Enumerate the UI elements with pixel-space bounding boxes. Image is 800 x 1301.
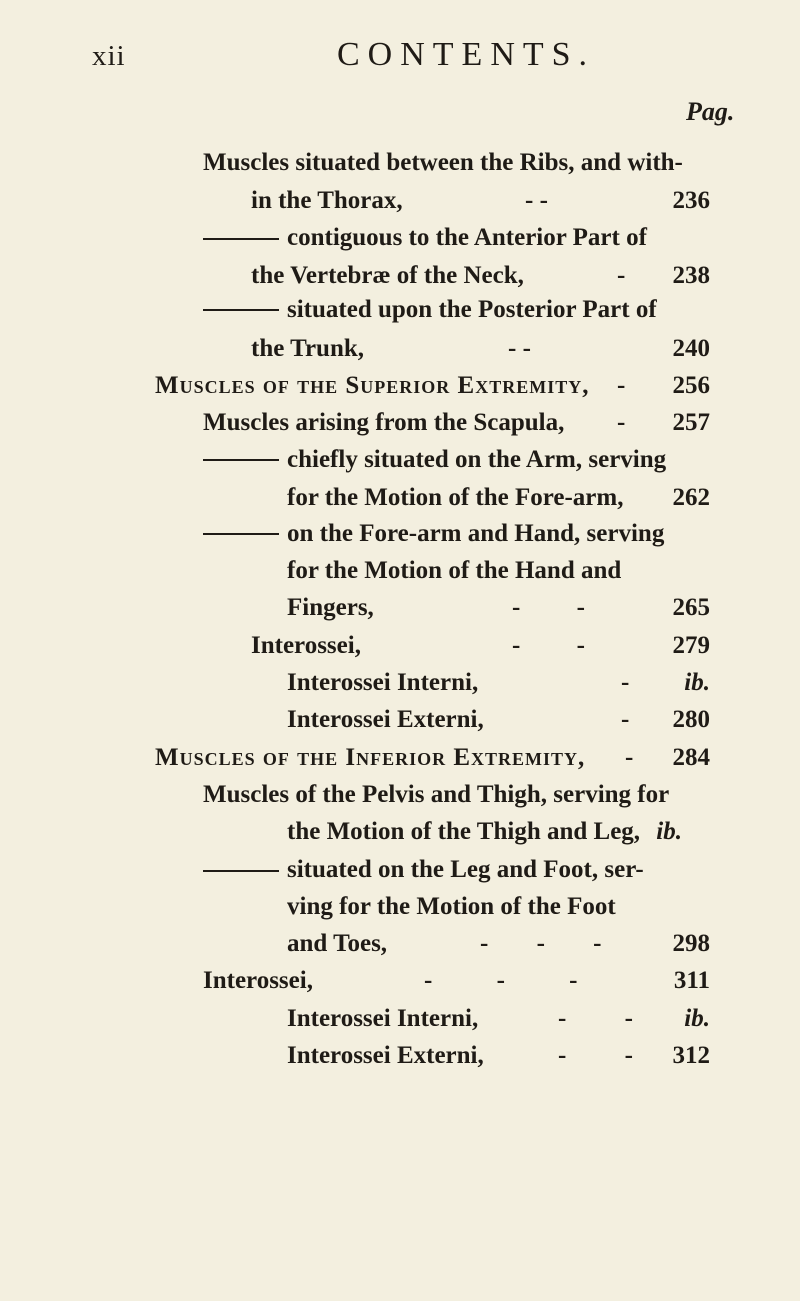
toc-leader-dashes: - -: [558, 1042, 633, 1069]
toc-page-number: 262: [672, 484, 710, 511]
toc-entry-text: chiefly situated on the Arm, serving: [287, 446, 667, 473]
toc-leader-dashes: - - -: [480, 930, 602, 957]
toc-page-number: 265: [672, 594, 710, 621]
toc-page-number: ib.: [684, 1005, 710, 1032]
toc-section-heading: Muscles of the Superior Extremity,: [155, 372, 590, 399]
toc-entry-text: Interossei Externi,: [287, 1042, 484, 1069]
toc-entry-text: Muscles arising from the Scapula,: [203, 409, 565, 436]
toc-entry-text: Interossei Externi,: [287, 706, 484, 733]
toc-entry-text: Fingers,: [287, 594, 374, 621]
toc-leader-dashes: -: [625, 744, 634, 771]
toc-entry-text: the Motion of the Thigh and Leg,: [287, 818, 641, 845]
toc-entry-text: on the Fore-arm and Hand, serving: [287, 520, 665, 547]
toc-page-number: ib.: [684, 669, 710, 696]
toc-leader-dashes: - -: [508, 335, 531, 362]
toc-page-number: 279: [672, 632, 710, 659]
toc-leader-dashes: -: [617, 372, 626, 399]
toc-leader-dashes: - -: [512, 594, 585, 621]
toc-entry-text: contiguous to the Anterior Part of: [287, 224, 647, 251]
toc-entry-text: for the Motion of the Hand and: [287, 557, 622, 584]
toc-entry-text: the Vertebræ of the Neck,: [251, 262, 524, 289]
toc-entry-text: Interossei Interni,: [287, 1005, 479, 1032]
toc-leader-dashes: - - -: [424, 967, 578, 994]
toc-entry-text: for the Motion of the Fore-arm,: [287, 484, 624, 511]
ditto-rule: [203, 533, 279, 535]
toc-page-number: 298: [672, 930, 710, 957]
toc-page-number: 280: [672, 706, 710, 733]
toc-leader-dashes: - -: [558, 1005, 633, 1032]
ditto-rule: [203, 309, 279, 311]
toc-entry-text: in the Thorax,: [251, 187, 403, 214]
toc-entry-text: Muscles situated between the Ribs, and with-: [203, 149, 683, 176]
toc-leader-dashes: -: [621, 706, 630, 733]
toc-page-number: 257: [672, 409, 710, 436]
toc-entry-text: situated on the Leg and Foot, ser-: [287, 856, 644, 883]
toc-page-number: 240: [672, 335, 710, 362]
toc-leader-dashes: -: [617, 409, 626, 436]
toc-section-heading: Muscles of the Inferior Extremity,: [155, 744, 586, 771]
page-number: xii: [92, 40, 126, 72]
ditto-rule: [203, 459, 279, 461]
toc-leader-dashes: -: [621, 669, 630, 696]
toc-entry-text: Interossei,: [203, 967, 313, 994]
toc-page-number: 312: [672, 1042, 710, 1069]
toc-entry-text: ving for the Motion of the Foot: [287, 893, 616, 920]
toc-entry-text: situated upon the Posterior Part of: [287, 296, 657, 323]
toc-entry-text: and Toes,: [287, 930, 388, 957]
toc-page-number: 236: [672, 187, 710, 214]
page-column-label: Pag.: [686, 97, 735, 126]
toc-leader-dashes: -: [617, 262, 626, 289]
toc-page-number: 256: [672, 372, 710, 399]
ditto-rule: [203, 238, 279, 240]
ditto-rule: [203, 870, 279, 872]
toc-entry-text: the Trunk,: [251, 335, 365, 362]
toc-leader-dashes: - -: [512, 632, 585, 659]
page-title: CONTENTS.: [337, 36, 596, 73]
toc-page-number: 284: [672, 744, 710, 771]
toc-entry-text: Interossei Interni,: [287, 669, 479, 696]
toc-page-number: 238: [672, 262, 710, 289]
toc-page-number: ib.: [656, 818, 682, 845]
toc-entry-text: Muscles of the Pelvis and Thigh, serving for: [203, 781, 670, 808]
toc-entry-text: Interossei,: [251, 632, 361, 659]
toc-page-number: 311: [673, 967, 710, 994]
toc-leader-dashes: - -: [525, 187, 548, 214]
